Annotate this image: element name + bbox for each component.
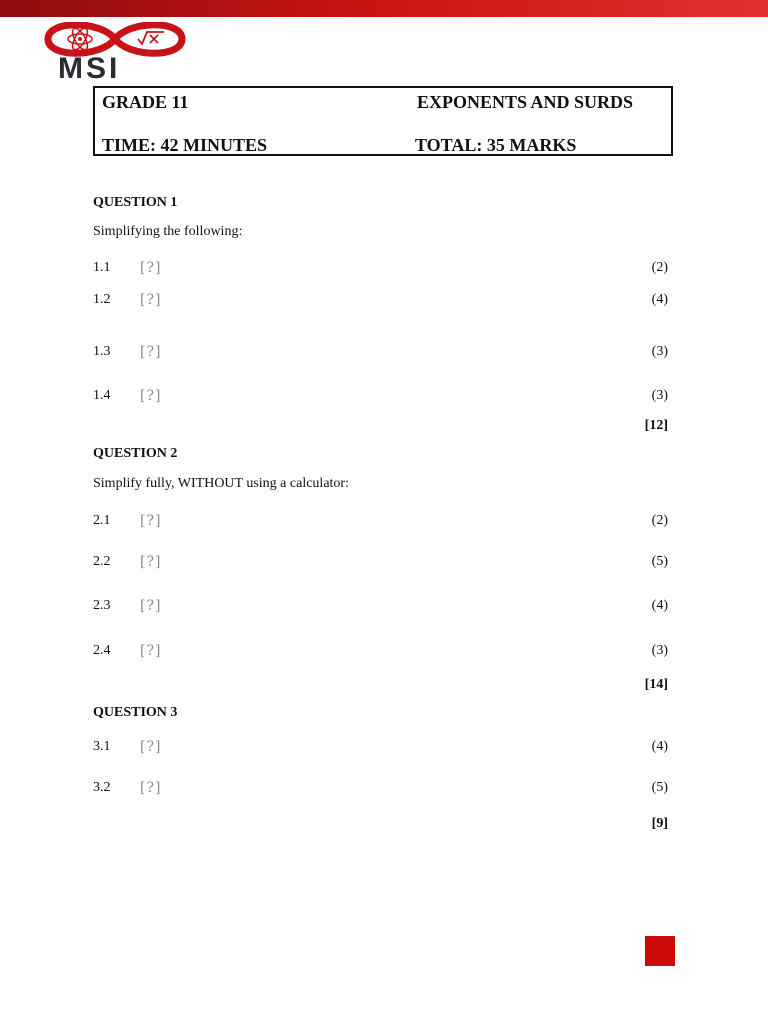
marks-1-2: (4) xyxy=(651,292,668,307)
question-3-total: [9] xyxy=(651,816,668,831)
marks-3-1: (4) xyxy=(651,739,668,754)
total-marks-label: TOTAL: 35 MARKS xyxy=(415,135,577,155)
question-1-heading: QUESTION 1 xyxy=(93,195,178,210)
expression-3-1: [?] xyxy=(140,739,162,755)
item-number-2-3: 2.3 xyxy=(93,598,111,613)
expression-1-4: [?] xyxy=(140,388,162,404)
grade-label: GRADE 11 xyxy=(102,92,189,112)
item-number-1-4: 1.4 xyxy=(93,388,111,403)
question-2-instruction: Simplify fully, WITHOUT using a calculator: xyxy=(93,476,349,491)
question-3-heading: QUESTION 3 xyxy=(93,705,178,720)
item-number-3-1: 3.1 xyxy=(93,739,111,754)
expression-1-3: [?] xyxy=(140,344,162,360)
item-number-2-1: 2.1 xyxy=(93,513,111,528)
topic-label: EXPONENTS AND SURDS xyxy=(417,92,634,112)
expression-1-1: [?] xyxy=(140,260,162,276)
question-2-total: [14] xyxy=(644,677,668,692)
page-corner-marker xyxy=(645,936,675,966)
marks-1-1: (2) xyxy=(651,260,668,275)
question-2-heading: QUESTION 2 xyxy=(93,446,178,461)
logo-wordmark: MSI xyxy=(58,52,121,85)
marks-2-1: (2) xyxy=(651,513,668,528)
marks-1-4: (3) xyxy=(651,388,668,403)
expression-3-2: [?] xyxy=(140,780,162,796)
expression-2-4: [?] xyxy=(140,643,162,659)
item-number-3-2: 3.2 xyxy=(93,780,111,795)
marks-2-2: (5) xyxy=(651,554,668,569)
expression-2-3: [?] xyxy=(140,598,162,614)
item-number-2-2: 2.2 xyxy=(93,554,111,569)
title-box xyxy=(93,86,673,156)
marks-1-3: (3) xyxy=(651,344,668,359)
expression-2-1: [?] xyxy=(140,513,162,529)
marks-2-3: (4) xyxy=(651,598,668,613)
question-1-instruction: Simplifying the following: xyxy=(93,224,243,239)
expression-1-2: [?] xyxy=(140,292,162,308)
item-number-2-4: 2.4 xyxy=(93,643,111,658)
item-number-1-1: 1.1 xyxy=(93,260,111,275)
item-number-1-2: 1.2 xyxy=(93,292,111,307)
expression-2-2: [?] xyxy=(140,554,162,570)
marks-3-2: (5) xyxy=(651,780,668,795)
time-label: TIME: 42 MINUTES xyxy=(102,135,268,155)
question-1-total: [12] xyxy=(644,418,668,433)
item-number-1-3: 1.3 xyxy=(93,344,111,359)
marks-2-4: (3) xyxy=(651,643,668,658)
top-banner xyxy=(0,0,768,17)
